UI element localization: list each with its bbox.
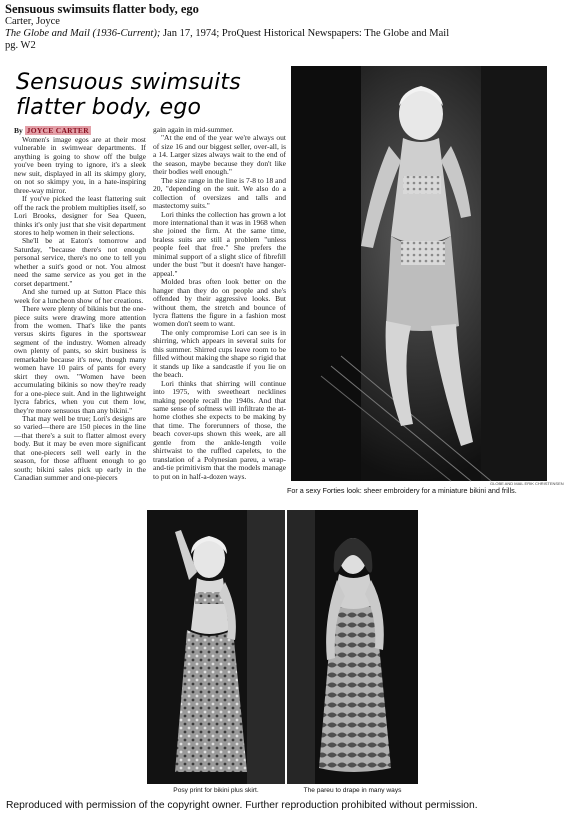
article-column-2 xyxy=(153,126,286,481)
paragraph: There were plenty of bikinis but the one-piece suits were drawing more attention from the women. That's like the pants versus skirts figures in the sportswear segment of the industry. Women already own plenty of pants, so skirt business is remarkable because it's new, though many women have 10 pairs of pants for every skirt they own. "Women have been accumulating bikinis so now they're ready for a one-piece suit. And in the lightweight lycra fabrics, when you cut them low, they're more sensuous than any bikini." xyxy=(14,304,146,415)
paragraph: And she turned up at Sutton Place this week for a luncheon show of her creations. xyxy=(14,287,146,305)
pareu-photo-image xyxy=(287,510,418,784)
paragraph: Lori thinks the collection has grown a lot more international than it was in 1968 when she joined the firm. At the same time, braless suits are still a problem "unless people feel that free." She prefers the minimal support of a slight slice of fibrefill under the bust "but it doesn't have hanger-appeal." xyxy=(153,209,286,278)
source-details: Jan 17, 1974; ProQuest Historical Newspapers: The Globe and Mail xyxy=(160,28,450,39)
main-photo-image xyxy=(291,66,547,481)
source-publication: The Globe and Mail (1936-Current); xyxy=(5,28,161,39)
paragraph: She'll be at Eaton's tomorrow and Saturday, "because there's not enough personal service, there's no one to tell you whether a suit's good or not. You almost need the same service as you get in the corset department." xyxy=(14,236,146,288)
article-headline: Sensuous swimsuits flatter body, ego xyxy=(16,70,241,120)
paragraph: gain again in mid-summer. xyxy=(153,125,234,134)
paragraph: Molded bras often look better on the hanger than they do on people and she's offended by their aggressive looks. But without them, the stretch and bounce of lycra flattens the figure in a fashion most women don't seem to want. xyxy=(153,277,286,329)
main-photo-caption: For a sexy Forties look: sheer embroidery for a miniature bikini and frills. xyxy=(287,486,517,495)
paragraph: If you've picked the least flattering suit off the rack the problem multiplies itself, so Lori Brooks, designer for Sea Queen, thinks it's only just that she visit department stores to help women in their selections. xyxy=(14,194,146,237)
document-header xyxy=(5,2,550,52)
document-title: Sensuous swimsuits flatter body, ego xyxy=(5,2,199,16)
document-page: pg. W2 xyxy=(5,40,36,51)
copyright-notice: Reproduced with permission of the copyright owner. Further reproduction prohibited without permission. xyxy=(6,800,478,811)
paragraph: The size range in the line is 7-8 to 18 and 20, "depending on the suit. We also do a collection of oversizes and talls and mastectomy suits." xyxy=(153,175,286,211)
document-source xyxy=(5,28,550,40)
paragraph: The only compromise Lori can see is in shirring, which appears in several suits for this summer. Shirred cups leave room to be filled without making the shape so rigid that it stands up like a sandcastle if you lie on the beach. xyxy=(153,327,286,380)
article-column-1 xyxy=(14,126,146,483)
newspaper-clipping xyxy=(6,62,564,800)
document-author: Carter, Joyce xyxy=(5,16,60,27)
photo-credit: GLOBE AND MAIL ERIK CHRISTENSEN xyxy=(490,481,564,486)
bikini-skirt-photo-image xyxy=(147,510,285,784)
byline-label: By xyxy=(14,126,23,135)
main-photo xyxy=(291,66,547,481)
bikini-skirt-caption: Posy print for bikini plus skirt. xyxy=(173,787,259,794)
pareu-photo xyxy=(287,510,418,784)
paragraph: "At the end of the year we're always out of size 16 and our biggest seller, over-all, is a 14. Larger sizes always wait to the end of the season, maybe because they don't like their bodies well enough." xyxy=(153,133,286,177)
bikini-skirt-photo xyxy=(147,510,285,784)
paragraph: Lori thinks that shirring will continue into 1975, with sweetheart necklines making people recall the 1940s. And that same sense of softness will infiltrate the at-home clothes she expects to be making by that time. The forerunners of those, the beach cover-ups shown this week, are all gentle from the ankle-length voile shirtwaist to the ruffled capelets, to the translation of a Polynesian pareu, a wrap-and-tie primitivism that the models manage to put on in half-a-dozen ways. xyxy=(153,378,286,481)
byline-author: JOYCE CARTER xyxy=(26,126,89,135)
pareu-caption: The pareu to drape in many ways xyxy=(303,787,402,794)
paragraph: That may well be true; Lori's designs are so varied—there are 150 pieces in the line—that there's a suit to flatter almost every body. But it may be even more significant that one-piecers sell well early in the season, for those affluent enough to go south; bikini sales pick up early in the Canadian summer and one-piecers xyxy=(14,413,146,483)
paragraph: Women's image egos are at their most vulnerable in swimwear departments. If anything is going to show off the bulge you've been trying to ignore, it's a sleek new suit, displayed in all its skimpy glory, on not so skimpy you, in a hate-inspiring three-way mirror. xyxy=(14,135,146,195)
